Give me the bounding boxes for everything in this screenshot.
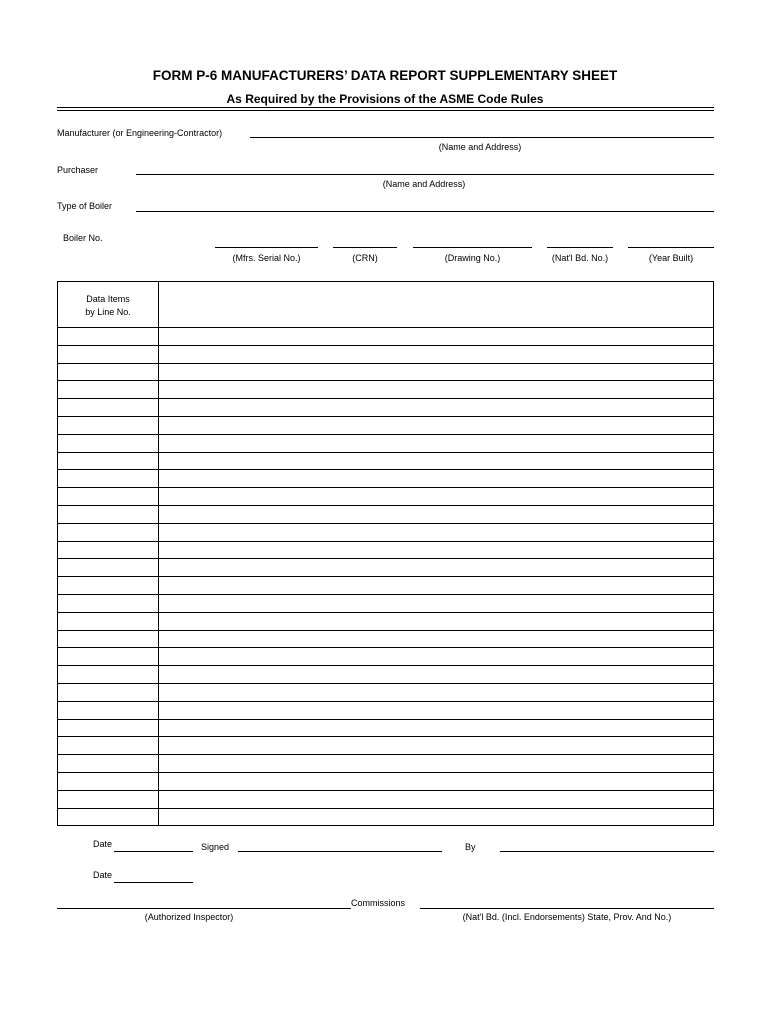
- natbd-caption: (Nat'l Bd. (Incl. Endorsements) State, Prov. And No.): [462, 912, 672, 922]
- year-built-caption: (Year Built): [648, 253, 694, 263]
- table-row: [58, 790, 714, 808]
- data-item-cell[interactable]: [159, 416, 714, 434]
- line-no-cell[interactable]: [58, 648, 159, 666]
- inspector-field[interactable]: [57, 908, 351, 909]
- data-item-cell[interactable]: [159, 363, 714, 381]
- line-no-cell[interactable]: [58, 755, 159, 773]
- data-item-cell[interactable]: [159, 488, 714, 506]
- line-no-cell[interactable]: [58, 488, 159, 506]
- title-rule-top: [57, 107, 714, 108]
- table-row: [58, 666, 714, 684]
- table-row: [58, 683, 714, 701]
- commissions-label: Commissions: [351, 898, 406, 908]
- table-row: [58, 434, 714, 452]
- table-row: [58, 452, 714, 470]
- line-no-cell[interactable]: [58, 434, 159, 452]
- line-no-cell[interactable]: [58, 523, 159, 541]
- table-row: [58, 648, 714, 666]
- mfrs-serial-caption: (Mfrs. Serial No.): [232, 253, 301, 263]
- data-item-cell[interactable]: [159, 612, 714, 630]
- data-item-cell[interactable]: [159, 772, 714, 790]
- line-no-cell[interactable]: [58, 577, 159, 595]
- table-row: [58, 523, 714, 541]
- crn-field[interactable]: [333, 247, 397, 248]
- data-items-table: [57, 281, 714, 826]
- line-no-cell[interactable]: [58, 701, 159, 719]
- drawing-no-field[interactable]: [413, 247, 532, 248]
- table-row: [58, 612, 714, 630]
- line-no-cell[interactable]: [58, 328, 159, 346]
- data-item-cell[interactable]: [159, 648, 714, 666]
- line-no-cell[interactable]: [58, 683, 159, 701]
- boiler-no-label: Boiler No.: [63, 233, 103, 243]
- data-item-cell[interactable]: [159, 541, 714, 559]
- data-item-cell[interactable]: [159, 630, 714, 648]
- by-field[interactable]: [500, 851, 714, 852]
- line-no-cell[interactable]: [58, 381, 159, 399]
- signed-label: Signed: [201, 842, 230, 852]
- data-item-cell[interactable]: [159, 470, 714, 488]
- data-item-cell[interactable]: [159, 345, 714, 363]
- data-items-header: [58, 282, 159, 328]
- data-item-cell[interactable]: [159, 808, 714, 826]
- data-item-cell[interactable]: [159, 683, 714, 701]
- line-no-cell[interactable]: [58, 505, 159, 523]
- boiler-type-label: Type of Boiler: [57, 201, 113, 211]
- line-no-cell[interactable]: [58, 808, 159, 826]
- data-item-cell[interactable]: [159, 399, 714, 417]
- manufacturer-label: Manufacturer (or Engineering-Contractor): [57, 128, 223, 138]
- line-no-cell[interactable]: [58, 399, 159, 417]
- natl-bd-no-field[interactable]: [547, 247, 613, 248]
- line-no-cell[interactable]: [58, 630, 159, 648]
- data-item-cell[interactable]: [159, 701, 714, 719]
- form-subtitle: As Required by the Provisions of the ASME Code Rules: [226, 92, 544, 106]
- signed-field[interactable]: [238, 851, 442, 852]
- line-no-cell[interactable]: [58, 790, 159, 808]
- table-row: [58, 416, 714, 434]
- table-row: [58, 755, 714, 773]
- table-row: [58, 470, 714, 488]
- line-no-cell[interactable]: [58, 666, 159, 684]
- data-item-cell[interactable]: [159, 577, 714, 595]
- line-no-cell[interactable]: [58, 363, 159, 381]
- table-row: [58, 328, 714, 346]
- line-no-cell[interactable]: [58, 470, 159, 488]
- data-item-cell[interactable]: [159, 737, 714, 755]
- data-items-header-line1: Data Items: [86, 294, 130, 304]
- data-item-cell[interactable]: [159, 790, 714, 808]
- table-row: [58, 737, 714, 755]
- year-built-field[interactable]: [628, 247, 714, 248]
- data-item-cell[interactable]: [159, 755, 714, 773]
- by-label: By: [465, 842, 476, 852]
- manufacturer-caption: (Name and Address): [438, 142, 522, 152]
- commissions-field[interactable]: [420, 908, 714, 909]
- table-row: [58, 701, 714, 719]
- drawing-no-caption: (Drawing No.): [444, 253, 501, 263]
- table-row: [58, 772, 714, 790]
- data-item-cell[interactable]: [159, 505, 714, 523]
- line-no-cell[interactable]: [58, 719, 159, 737]
- line-no-cell[interactable]: [58, 345, 159, 363]
- data-item-cell[interactable]: [159, 594, 714, 612]
- purchaser-caption: (Name and Address): [382, 179, 466, 189]
- line-no-cell[interactable]: [58, 559, 159, 577]
- data-items-header-line2: by Line No.: [85, 306, 131, 317]
- data-item-cell[interactable]: [159, 666, 714, 684]
- table-row: [58, 577, 714, 595]
- data-item-cell[interactable]: [159, 328, 714, 346]
- manufacturer-field[interactable]: [250, 137, 714, 138]
- table-row: [58, 808, 714, 826]
- line-no-cell[interactable]: [58, 772, 159, 790]
- date2-field[interactable]: [114, 882, 193, 883]
- date-label: Date: [93, 839, 113, 849]
- inspector-caption: (Authorized Inspector): [144, 912, 234, 922]
- data-item-cell[interactable]: [159, 434, 714, 452]
- table-row: [58, 399, 714, 417]
- date-field[interactable]: [114, 851, 193, 852]
- mfrs-serial-field[interactable]: [215, 247, 318, 248]
- purchaser-field[interactable]: [136, 174, 714, 175]
- table-row: [58, 381, 714, 399]
- line-no-cell[interactable]: [58, 594, 159, 612]
- natl-bd-no-caption: (Nat'l Bd. No.): [551, 253, 609, 263]
- table-row: [58, 488, 714, 506]
- line-no-cell[interactable]: [58, 416, 159, 434]
- data-item-cell[interactable]: [159, 381, 714, 399]
- table-row: [58, 363, 714, 381]
- date2-label: Date: [93, 870, 113, 880]
- table-header-row: [58, 282, 714, 328]
- boiler-type-field[interactable]: [136, 211, 714, 212]
- data-item-cell[interactable]: [159, 523, 714, 541]
- data-item-cell[interactable]: [159, 719, 714, 737]
- data-item-cell[interactable]: [159, 559, 714, 577]
- line-no-cell[interactable]: [58, 737, 159, 755]
- table-row: [58, 345, 714, 363]
- form-title: FORM P-6 MANUFACTURERS’ DATA REPORT SUPPLEMENTARY SHEET: [152, 68, 618, 83]
- table-row: [58, 559, 714, 577]
- data-item-cell[interactable]: [159, 452, 714, 470]
- table-row: [58, 594, 714, 612]
- table-row: [58, 505, 714, 523]
- table-row: [58, 541, 714, 559]
- title-rule-bottom: [57, 110, 714, 111]
- line-no-cell[interactable]: [58, 452, 159, 470]
- table-row: [58, 719, 714, 737]
- data-header-cell[interactable]: [159, 282, 714, 328]
- line-no-cell[interactable]: [58, 541, 159, 559]
- table-row: [58, 630, 714, 648]
- crn-caption: (CRN): [352, 253, 378, 263]
- line-no-cell[interactable]: [58, 612, 159, 630]
- purchaser-label: Purchaser: [57, 165, 99, 175]
